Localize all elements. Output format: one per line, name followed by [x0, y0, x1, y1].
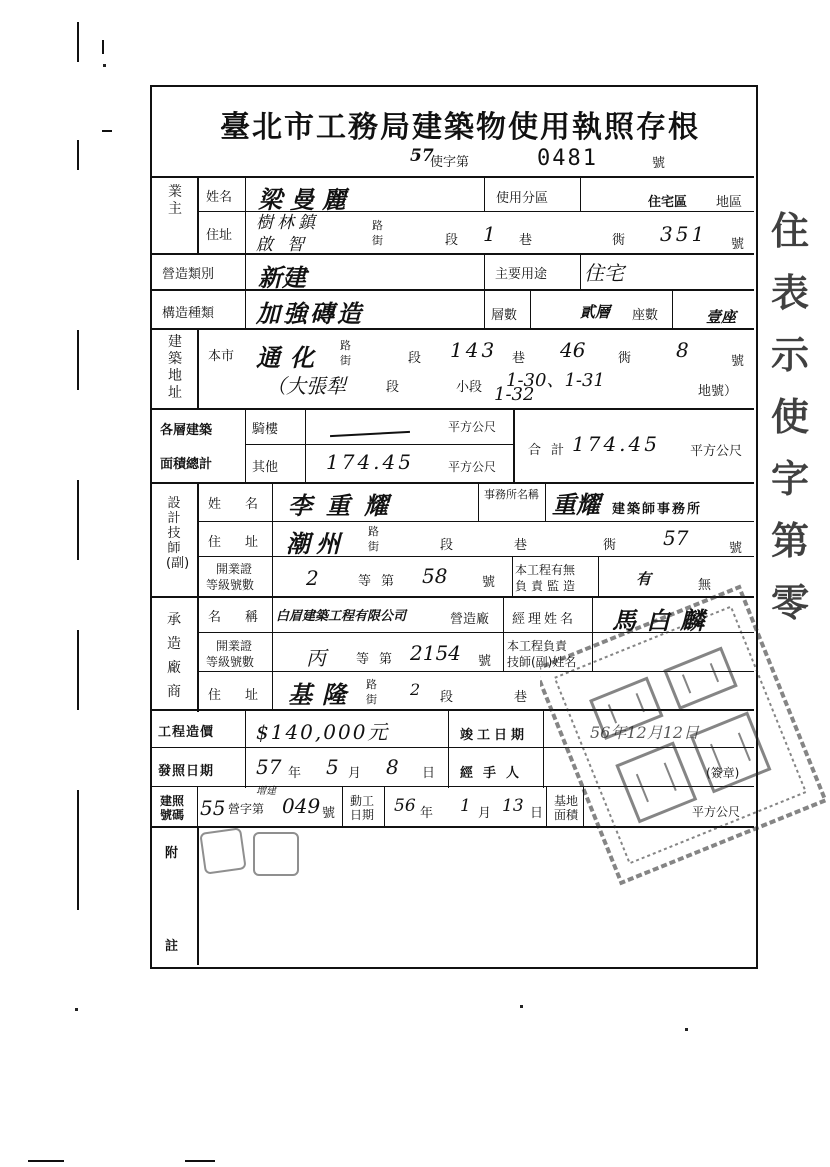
main-use-label: 主要用途	[495, 267, 548, 282]
issue-label: 發照日期	[158, 764, 215, 779]
total-unit: 平方公尺	[690, 444, 743, 459]
start-day-word: 日	[530, 806, 544, 821]
total-value: 174.45	[572, 432, 660, 456]
rule	[530, 289, 531, 330]
contractor-name-suffix: 營造廠	[450, 612, 490, 627]
zone-value: 住宅區	[648, 195, 688, 210]
contractor-lane-word: 巷	[514, 690, 528, 705]
floors-value: 貳層	[580, 303, 611, 321]
land-area-label-1: 基地	[554, 794, 579, 808]
designer-lane-word: 巷	[514, 538, 528, 553]
rule	[503, 596, 504, 672]
rule	[152, 482, 754, 484]
site-city: 本市	[208, 349, 235, 364]
other-label: 其他	[252, 460, 279, 475]
scan-edge-mark	[77, 790, 79, 910]
contractor-section-word: 段	[440, 690, 454, 705]
permit-year: 55	[200, 796, 226, 820]
designer-name: 李重耀	[288, 491, 402, 520]
designer-office-label: 事務所名稱	[484, 488, 539, 501]
permit-note: 增建	[256, 786, 276, 797]
designer-office-name: 重耀	[552, 490, 600, 519]
issue-day: 8	[386, 755, 399, 779]
owner-address-road-a: 樹林鎮	[256, 213, 319, 233]
site-street-label: 街	[340, 354, 351, 367]
issue-month-word: 月	[348, 766, 362, 781]
site-land-numbers-1: 1-30、1-31	[506, 370, 605, 391]
contractor-road-label: 路	[366, 678, 377, 691]
scan-edge-mark	[77, 330, 79, 390]
right-margin-stamp-text: 住表示使字第零	[770, 208, 809, 625]
scan-edge-mark	[77, 480, 79, 560]
designer-address-label: 住址	[208, 535, 283, 550]
owner-section-no: 1	[483, 222, 496, 246]
designer-name-label: 姓名	[208, 497, 283, 512]
structure-value: 加強磚造	[256, 299, 364, 328]
manager-value: 馬白麟	[612, 606, 714, 635]
owner-name-label: 姓名	[206, 190, 233, 205]
start-year: 56	[394, 796, 416, 816]
scan-edge-mark	[102, 40, 104, 54]
land-area-unit: 平方公尺	[692, 805, 741, 819]
scan-edge-mark	[77, 22, 79, 62]
designer-grade: 2	[306, 566, 319, 590]
rule	[478, 482, 479, 522]
site-number-word: 號	[731, 354, 745, 369]
owner-address-road-b: 啟智	[256, 235, 318, 255]
site-alley-word: 衖	[618, 351, 632, 366]
contractor-name-label: 名稱	[208, 610, 283, 625]
contractor-section-no: 2	[410, 680, 421, 699]
designer-road-label: 路	[368, 525, 379, 538]
rule	[198, 556, 754, 557]
scan-edge-mark	[28, 1160, 64, 1162]
total-label: 合計	[528, 443, 575, 458]
scan-edge-mark	[77, 140, 79, 170]
start-label-2: 日期	[350, 808, 375, 822]
rule	[672, 289, 673, 330]
official-stamp	[540, 580, 830, 940]
site-sub-section-word: 小段	[456, 380, 483, 395]
scan-speck	[520, 1005, 523, 1008]
area-label-2: 面積總計	[160, 457, 213, 472]
designer-supervisor-none: 無	[698, 578, 712, 593]
rule	[484, 176, 485, 212]
designer-supervisor-q-1: 本工程有無	[515, 563, 576, 577]
arcade-unit: 平方公尺	[448, 420, 497, 434]
rule	[152, 176, 754, 178]
complete-value: 56年12月12日	[590, 723, 700, 742]
manager-label: 經理姓名	[512, 612, 577, 627]
permit-suffix: 號	[322, 806, 336, 821]
scan-speck	[685, 1028, 688, 1031]
designer-street-label: 街	[368, 540, 379, 553]
contractor-name: 白眉建築工程有限公司	[276, 609, 407, 624]
start-label-1: 動工	[350, 794, 375, 808]
site-land-section: （大張犁	[266, 374, 346, 398]
owner-street-label: 街	[372, 234, 383, 247]
license-suffix: 號	[652, 156, 666, 171]
designer-section-word: 段	[440, 538, 454, 553]
designer-cert-suffix: 號	[482, 575, 496, 590]
contractor-cert-label-2: 等級號數	[206, 655, 255, 669]
site-road: 通化	[256, 343, 324, 372]
rule	[152, 408, 754, 410]
owner-alley-word: 衖	[612, 233, 626, 248]
owner-name: 梁曼麗	[258, 185, 354, 214]
designer-supervisor-value: 有	[636, 570, 652, 588]
contractor-address-road: 基隆	[288, 680, 356, 709]
contractor-address-label: 住址	[208, 688, 283, 703]
permit-label-1: 建照	[160, 794, 185, 808]
main-use-value: 住宅	[584, 261, 624, 285]
rule	[245, 253, 246, 330]
land-area-label-2: 面積	[554, 808, 579, 822]
designer-cert-label-1: 開業證	[216, 562, 253, 576]
designer-section-label: 設計技師(副)	[166, 496, 190, 571]
rule	[152, 289, 754, 291]
site-section-word: 段	[408, 351, 422, 366]
arcade-label: 騎樓	[252, 422, 279, 437]
contractor-grade: 丙	[306, 646, 326, 670]
rule	[198, 521, 754, 522]
build-type-value: 新建	[258, 263, 306, 292]
site-road-label: 路	[340, 339, 351, 352]
rule	[245, 408, 246, 484]
area-label-1: 各層建築	[160, 423, 213, 438]
rule	[197, 826, 199, 965]
rule	[448, 709, 449, 788]
permit-label-2: 號碼	[160, 808, 185, 822]
permit-no: 049	[282, 794, 321, 818]
contractor-cert-no: 2154	[410, 641, 461, 665]
start-day: 13	[502, 796, 524, 816]
owner-house-word: 號	[731, 237, 745, 252]
contractor-tech-label-2: 技師(副)姓名	[507, 655, 577, 669]
rule	[580, 176, 581, 212]
designer-grade-word: 等第	[358, 574, 405, 589]
owner-section-word: 段	[445, 233, 459, 248]
permit-word: 營字第	[228, 802, 265, 816]
rule	[384, 786, 385, 827]
rule	[512, 556, 513, 597]
rule	[484, 253, 485, 330]
rule	[245, 709, 246, 788]
rule	[197, 482, 199, 712]
rule	[342, 786, 343, 827]
complete-label: 竣工日期	[460, 728, 529, 743]
owner-lane-word: 巷	[519, 233, 533, 248]
start-month-word: 月	[478, 806, 492, 821]
build-type-label: 營造類別	[162, 267, 215, 282]
site-section-label: 建築地址	[168, 334, 182, 401]
small-seal	[253, 832, 299, 876]
remarks-label-top: 附	[165, 846, 179, 861]
other-unit: 平方公尺	[448, 460, 497, 474]
license-year: 57	[410, 146, 434, 166]
site-land-numbers-2: 1-32	[494, 384, 535, 405]
owner-section-label: 業主	[168, 184, 182, 217]
contractor-cert-suffix: 號	[478, 654, 492, 669]
rule	[197, 786, 198, 827]
page-title: 臺北市工務局建築物使用執照存根	[220, 110, 700, 145]
issue-year: 57	[256, 755, 282, 779]
issue-month: 5	[326, 755, 339, 779]
contractor-cert-label-1: 開業證	[216, 639, 253, 653]
other-value: 174.45	[326, 450, 414, 474]
contractor-street-label: 街	[366, 693, 377, 706]
count-value: 壹座	[706, 308, 737, 326]
designer-cert-label-2: 等級號數	[206, 578, 255, 592]
arcade-value	[410, 380, 411, 381]
handler-value: (簽章)	[706, 766, 740, 780]
contractor-tech-label-1: 本工程負責	[507, 639, 568, 653]
site-lane: 143	[450, 338, 498, 362]
owner-road-label: 路	[372, 219, 383, 232]
start-month: 1	[460, 796, 471, 816]
rule	[305, 408, 306, 484]
rule	[152, 253, 754, 255]
site-lane-word: 巷	[512, 351, 526, 366]
small-seal	[199, 827, 246, 874]
site-land-no-word: 地號）	[698, 384, 738, 399]
rule	[197, 176, 199, 255]
owner-address-label: 住址	[206, 228, 233, 243]
owner-house-no: 351	[660, 222, 708, 246]
cost-value: $140,000元	[256, 720, 390, 744]
start-year-word: 年	[420, 806, 434, 821]
designer-number-word: 號	[729, 541, 743, 556]
count-label: 座數	[632, 308, 659, 323]
structure-label: 構造種類	[162, 306, 215, 321]
rule	[197, 328, 199, 410]
rule	[580, 253, 581, 290]
site-number: 8	[676, 338, 689, 362]
rule	[513, 408, 515, 484]
rule	[152, 328, 754, 330]
license-word: 使字第	[430, 155, 470, 170]
handler-label: 經手人	[460, 766, 530, 781]
designer-supervisor-q-2: 負責監造	[515, 579, 580, 593]
contractor-grade-word: 等第	[356, 652, 403, 667]
scan-speck	[75, 1008, 78, 1011]
rule	[245, 444, 513, 445]
designer-number: 57	[663, 526, 689, 550]
designer-address-road: 潮州	[286, 529, 346, 558]
issue-day-word: 日	[422, 766, 436, 781]
floors-label: 層數	[491, 308, 518, 323]
scan-speck	[103, 64, 106, 67]
zone-label: 使用分區	[496, 191, 549, 206]
rule	[245, 176, 246, 255]
scan-edge-mark	[185, 1160, 215, 1162]
contractor-section-label: 承造廠商	[167, 612, 181, 700]
license-number: 0481	[537, 146, 598, 171]
rule	[545, 482, 546, 522]
designer-cert-no: 58	[422, 564, 448, 588]
remarks-label-bottom: 註	[165, 939, 179, 954]
zone-suffix: 地區	[716, 195, 743, 210]
designer-office-suffix: 建築師事務所	[612, 502, 703, 517]
scan-edge-mark	[77, 630, 79, 710]
site-alley: 46	[560, 338, 586, 362]
site-land-section-word: 段	[386, 380, 400, 395]
cost-label: 工程造價	[158, 725, 215, 740]
scan-edge-mark	[102, 130, 112, 132]
designer-alley-word: 衖	[603, 538, 617, 553]
issue-year-word: 年	[288, 766, 302, 781]
